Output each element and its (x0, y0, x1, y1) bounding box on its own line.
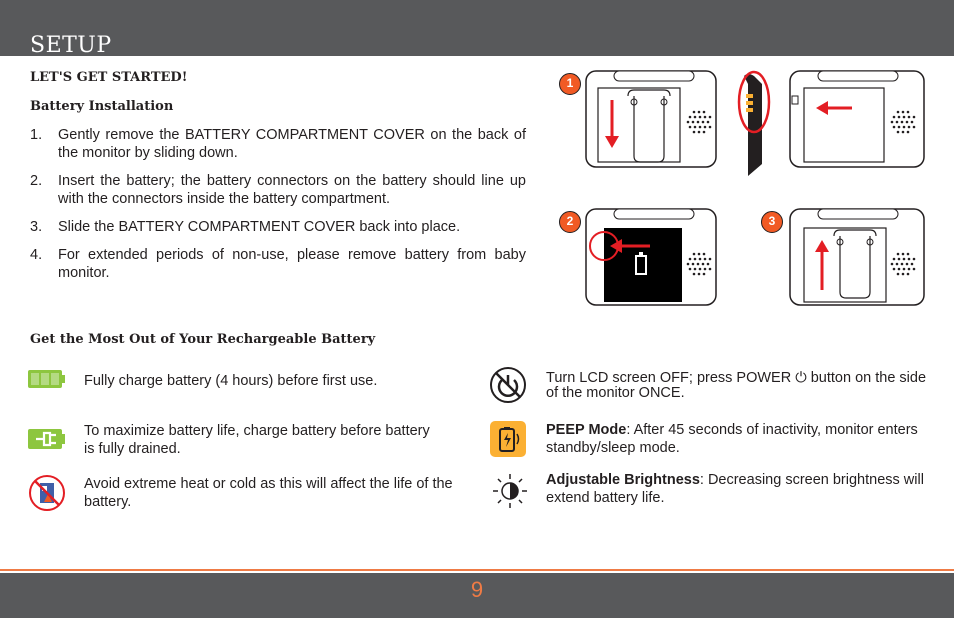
tip-text: Fully charge battery (4 hours) before first use. (84, 373, 378, 389)
step-badge: 1 (559, 73, 581, 95)
step-number: 1. (30, 127, 43, 143)
replace-cover-diagram (760, 206, 930, 310)
no-extreme-temperature-icon (28, 474, 66, 512)
battery-side-diagram (734, 70, 780, 178)
header-bar (0, 0, 954, 56)
power-glyph-icon: ⏻ (795, 370, 807, 386)
tip-text (546, 371, 936, 401)
step-number: 2. (30, 173, 43, 189)
step-item (30, 246, 526, 282)
step-item (30, 172, 526, 208)
step-item (30, 126, 526, 162)
step-badge: 3 (761, 211, 783, 233)
power-off-icon (489, 366, 527, 404)
peep-mode-icon (489, 420, 527, 458)
tip-text (546, 471, 936, 507)
step-text: For extended periods of non-use, please remove battery from baby monitor. (58, 247, 526, 281)
tip-text-part: : Decreasing screen brightness will extend battery life. (546, 472, 924, 506)
tip-label: PEEP Mode (546, 422, 627, 438)
step-text: Slide the BATTERY COMPARTMENT COVER back into place. (58, 219, 461, 235)
page-number: 9 (470, 577, 484, 602)
battery-installation-heading: Battery Installation (30, 99, 174, 114)
charging-plug-icon (28, 420, 66, 458)
tip-text: Avoid extreme heat or cold as this will affect the life of the battery. (84, 476, 453, 510)
step-text: Insert the battery; the battery connectors on the battery should line up with the connectors inside the battery compartment. (58, 173, 526, 207)
intro-heading: LET'S GET STARTED! (30, 70, 188, 85)
step-number: 3. (30, 219, 43, 235)
step-text: Gently remove the BATTERY COMPARTMENT COVER on the back of the monitor by sliding down. (58, 127, 526, 161)
tip-text-part: button on the side of the monitor ONCE. (546, 370, 927, 401)
tip-text-part: Turn LCD screen OFF; press POWER (546, 370, 796, 386)
full-battery-icon (28, 362, 66, 400)
rechargeable-heading: Get the Most Out of Your Rechargeable Battery (30, 332, 376, 347)
step-item (30, 218, 526, 236)
step-number: 4. (30, 247, 43, 263)
brightness-icon (491, 472, 529, 510)
tip-text-part: : After 45 seconds of inactivity, monitor enters standby/sleep mode. (546, 422, 918, 456)
footer-divider (0, 569, 954, 571)
remove-cover-diagram (556, 68, 734, 174)
installation-steps (30, 126, 526, 292)
page-title: SETUP (30, 33, 112, 58)
connector-alignment-diagram (556, 206, 734, 310)
insert-battery-diagram (782, 68, 930, 174)
tip-text (546, 421, 936, 457)
tip-text: To maximize battery life, charge battery before battery is fully drained. (84, 423, 430, 457)
step-badge: 2 (559, 211, 581, 233)
tip-label: Adjustable Brightness (546, 472, 700, 488)
